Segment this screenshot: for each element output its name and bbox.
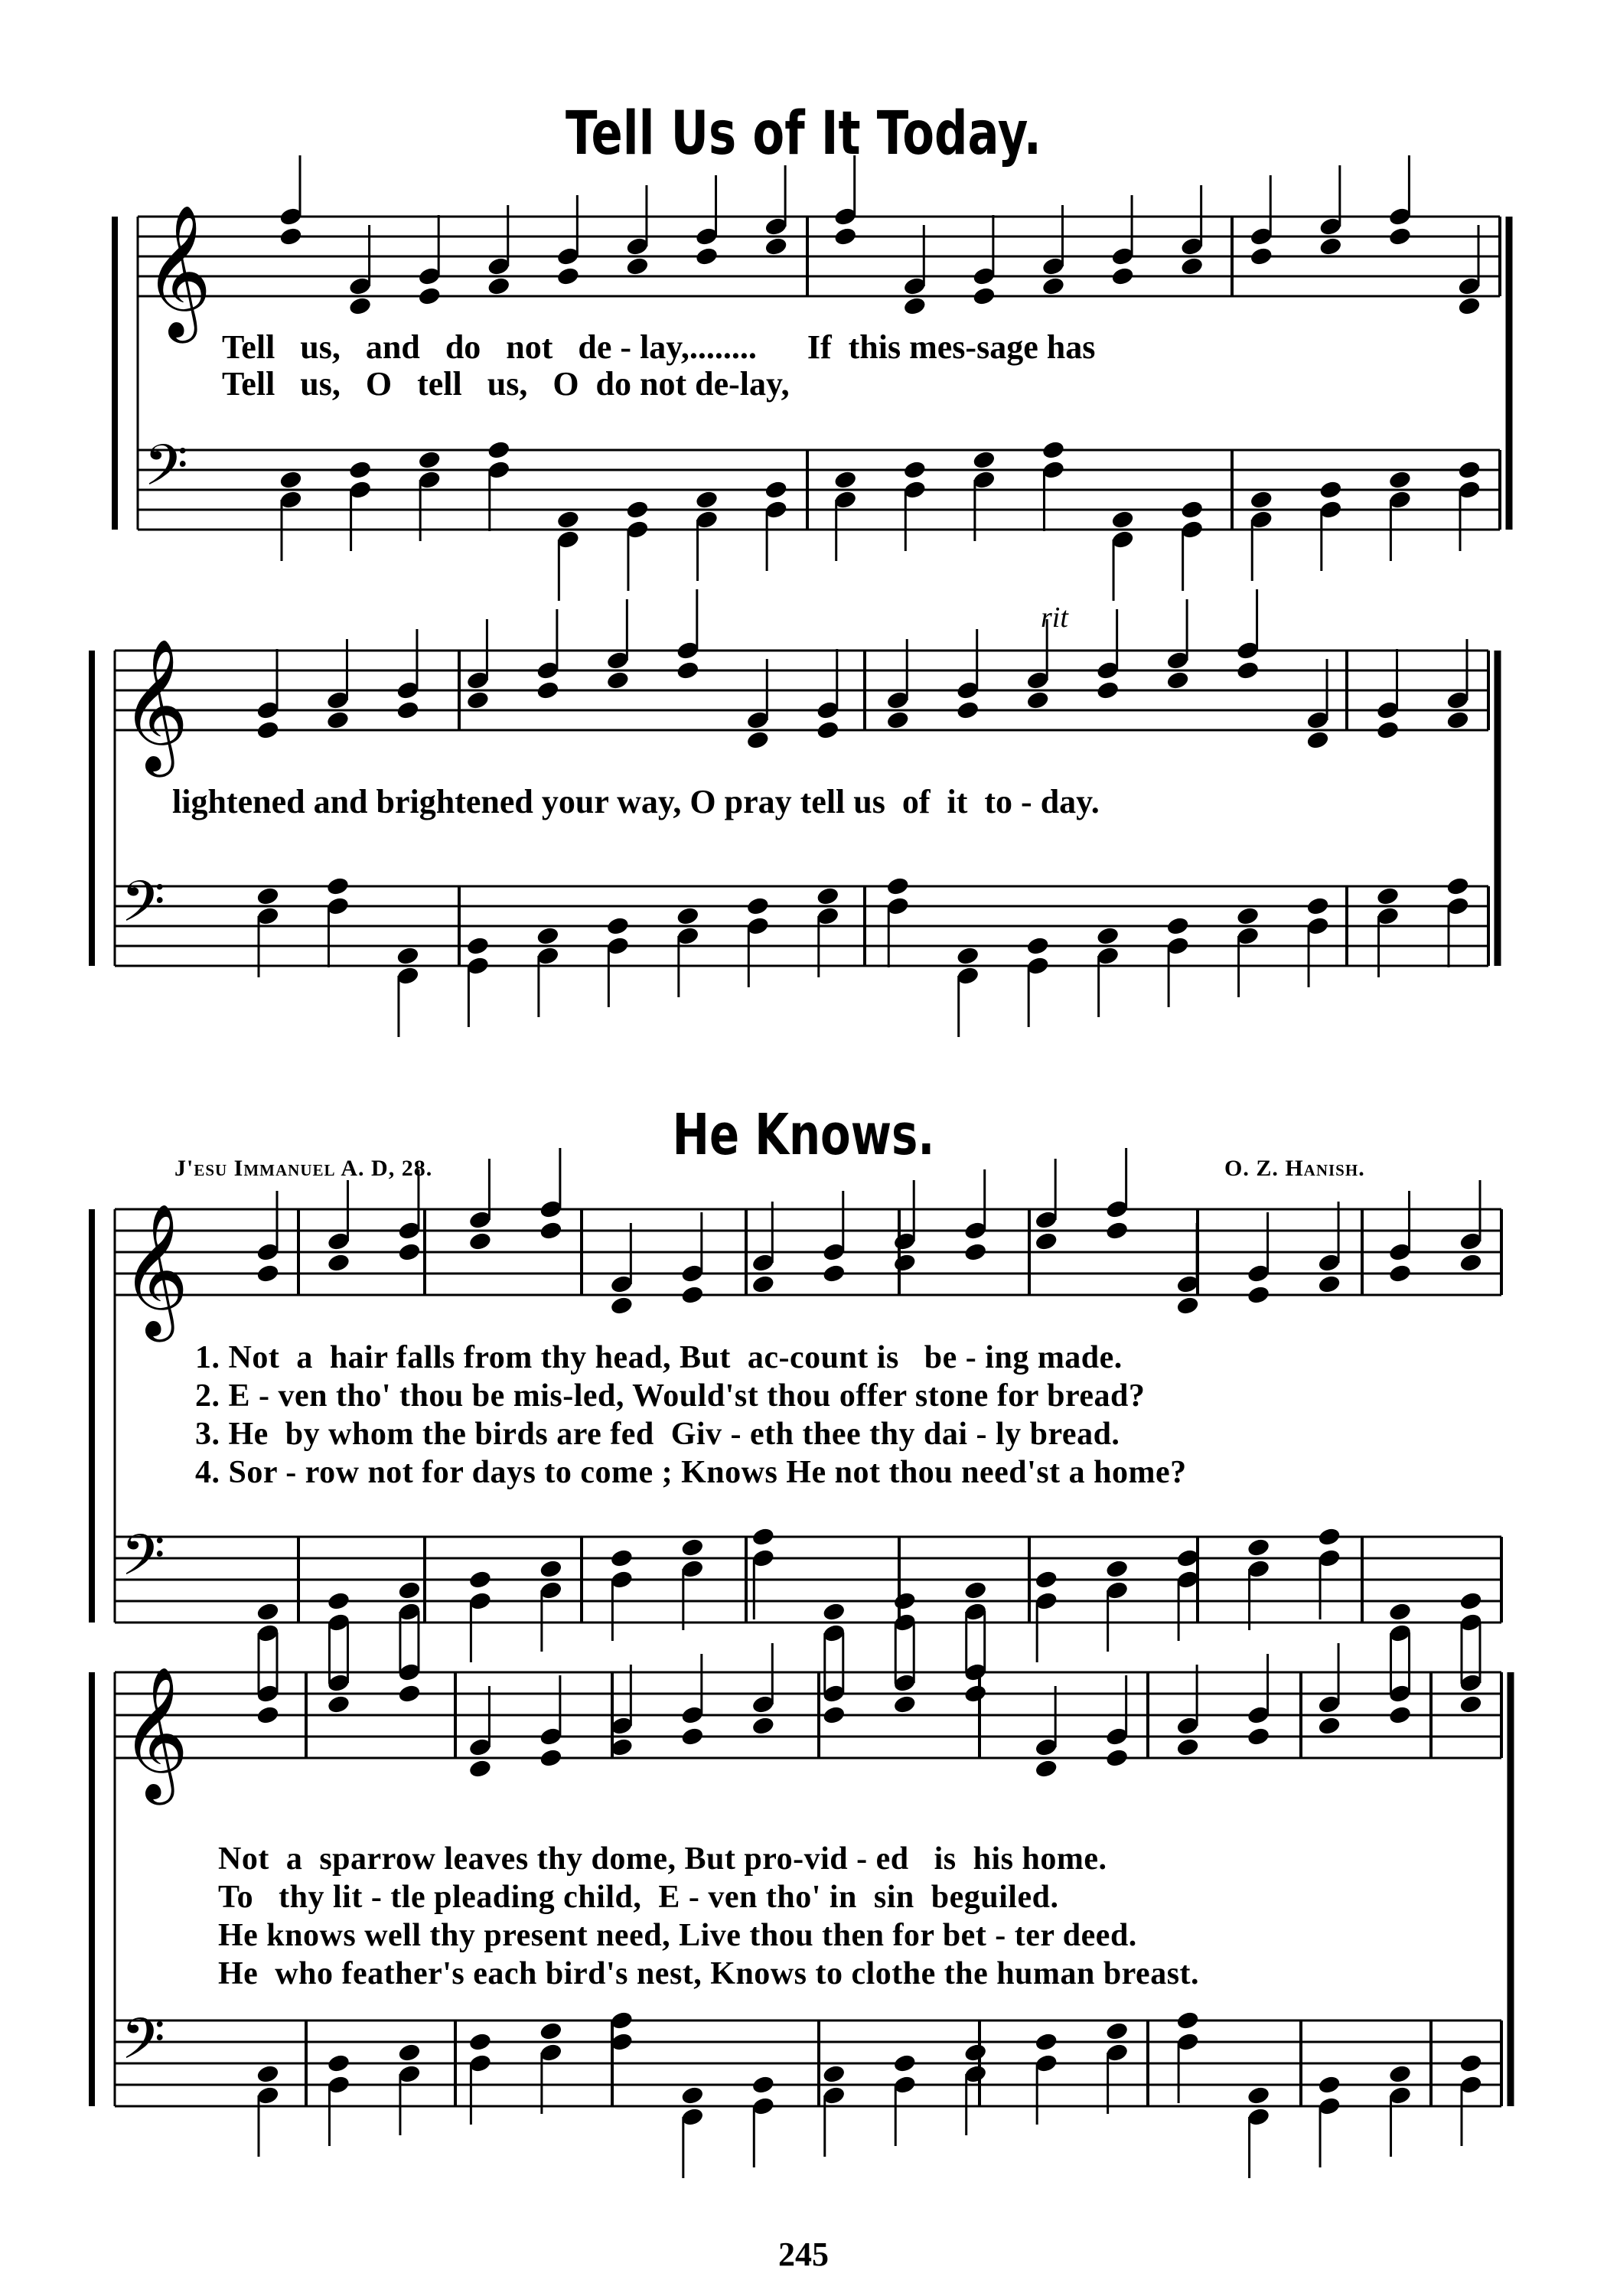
verse-2-part-1: 2. E - ven tho' thou be mis-led, Would'st thou offer stone for bread? — [195, 1378, 1146, 1414]
verse-1-part-2: Not a sparrow leaves thy dome, But pro-vid - ed is his home. — [218, 1841, 1107, 1877]
page-number: 245 — [778, 2236, 829, 2273]
notes — [256, 155, 1483, 2178]
svg-text:𝄞: 𝄞 — [144, 204, 212, 338]
verse-3-part-2: He knows well thy present need, Live thou then for bet - ter deed. — [218, 1918, 1137, 1953]
svg-text:𝄞: 𝄞 — [121, 1203, 189, 1336]
svg-text:𝄢: 𝄢 — [121, 1522, 165, 1603]
verse-1-part-1: 1. Not a hair falls from thy head, But ac-count is be - ing made. — [195, 1340, 1123, 1375]
song-title-he-knows: He Knows. — [672, 1102, 935, 1168]
lyrics-line-2: Tell us, O tell us, O do not de-lay, — [222, 365, 790, 403]
lyrics-line-3: lightened and brightened your way, O pray tell us of it to - day. — [172, 783, 1100, 820]
lyricist-credit: J'esu Immanuel A. D, 28. — [174, 1156, 433, 1181]
svg-text:𝄢: 𝄢 — [144, 432, 188, 513]
verse-2-part-2: To thy lit - tle pleading child, E - ven tho' in sin beguiled. — [218, 1880, 1059, 1915]
lyrics-line-1: Tell us, and do not de - lay,........ If this mes-sage has — [222, 328, 1096, 366]
bar-lines — [92, 217, 1511, 2106]
song-title-tell-us: Tell Us of It Today. — [566, 99, 1041, 168]
svg-text:𝄞: 𝄞 — [121, 638, 189, 771]
tempo-mark: rit — [1041, 602, 1068, 634]
composer-credit: O. Z. Hanish. — [1224, 1156, 1365, 1181]
clefs — [121, 204, 212, 2086]
svg-text:𝄢: 𝄢 — [121, 869, 165, 949]
verse-4-part-2: He who feather's each bird's nest, Knows to clothe the human breast. — [218, 1956, 1200, 1991]
svg-text:𝄢: 𝄢 — [121, 2006, 165, 2086]
svg-text:𝄞: 𝄞 — [121, 1666, 189, 1799]
verse-4-part-1: 4. Sor - row not for days to come ; Knows He not thou need'st a home? — [195, 1455, 1187, 1490]
verse-3-part-1: 3. He by whom the birds are fed Giv - eth thee thy dai - ly bread. — [195, 1417, 1120, 1452]
